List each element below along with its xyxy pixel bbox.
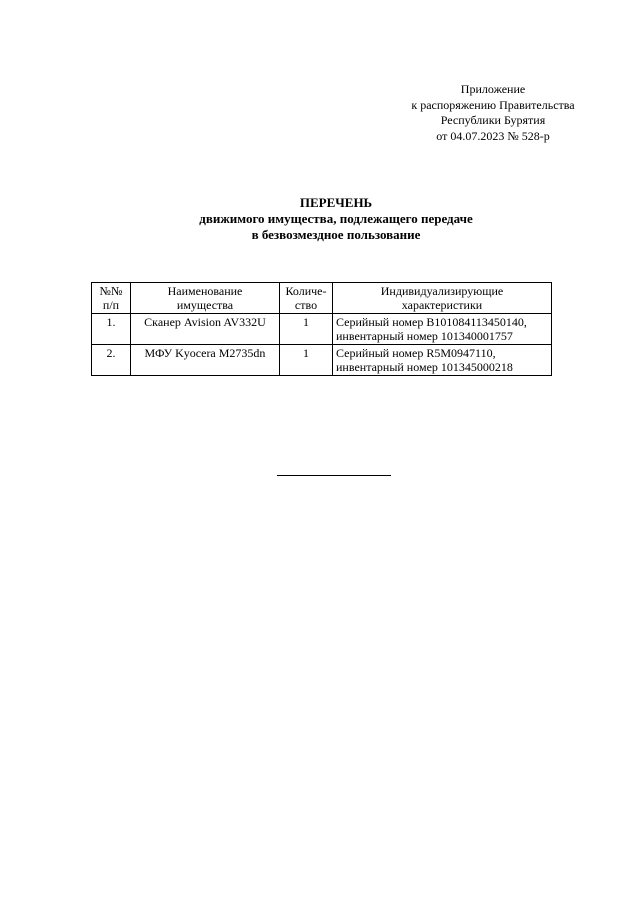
table-row (92, 345, 552, 376)
property-table (91, 282, 552, 376)
header-char-line-2: характеристики (401, 298, 483, 312)
row-name: Сканер Avision AV332U (131, 314, 280, 345)
row-characteristics (333, 314, 552, 345)
header-num-line-1: №№ (99, 284, 123, 298)
header-name (131, 283, 280, 314)
header-num (92, 283, 131, 314)
table-row (92, 314, 552, 345)
row-inventory: инвентарный номер 101340001757 (336, 329, 513, 343)
appendix-line-1: Приложение (460, 82, 526, 96)
row-qty: 1 (280, 345, 333, 376)
row-qty: 1 (280, 314, 333, 345)
appendix-line-4: от 04.07.2023 № 528-р (436, 128, 550, 143)
appendix-header (395, 82, 591, 144)
row-serial: Серийный номер B101084113450140, (336, 315, 527, 329)
appendix-line-3: Республики Бурятия (440, 113, 546, 127)
header-characteristics (333, 283, 552, 314)
table-header-row (92, 283, 552, 314)
row-serial: Серийный номер R5M0947110, (336, 346, 496, 360)
header-num-line-2: п/п (102, 298, 120, 312)
row-num: 2. (92, 345, 131, 376)
header-qty-line-2: ство (294, 298, 318, 312)
row-name: МФУ Kyocera M2735dn (131, 345, 280, 376)
header-name-line-2: имущества (176, 298, 234, 312)
header-name-line-1: Наименование (167, 284, 243, 298)
row-inventory: инвентарный номер 101345000218 (336, 360, 513, 374)
appendix-line-2: к распоряжению Правительства (411, 97, 575, 112)
title-line-2: движимого имущества, подлежащего передаче (199, 211, 473, 226)
row-num: 1. (92, 314, 131, 345)
header-qty (280, 283, 333, 314)
row-characteristics (333, 345, 552, 376)
title-line-1: ПЕРЕЧЕНЬ (299, 195, 373, 210)
header-qty-line-1: Количе- (285, 284, 327, 298)
end-divider (277, 475, 391, 476)
title-line-3: в безвозмездное пользование (251, 227, 421, 242)
document-title (0, 195, 640, 243)
header-char-line-1: Индивидуализирующие (380, 284, 504, 298)
